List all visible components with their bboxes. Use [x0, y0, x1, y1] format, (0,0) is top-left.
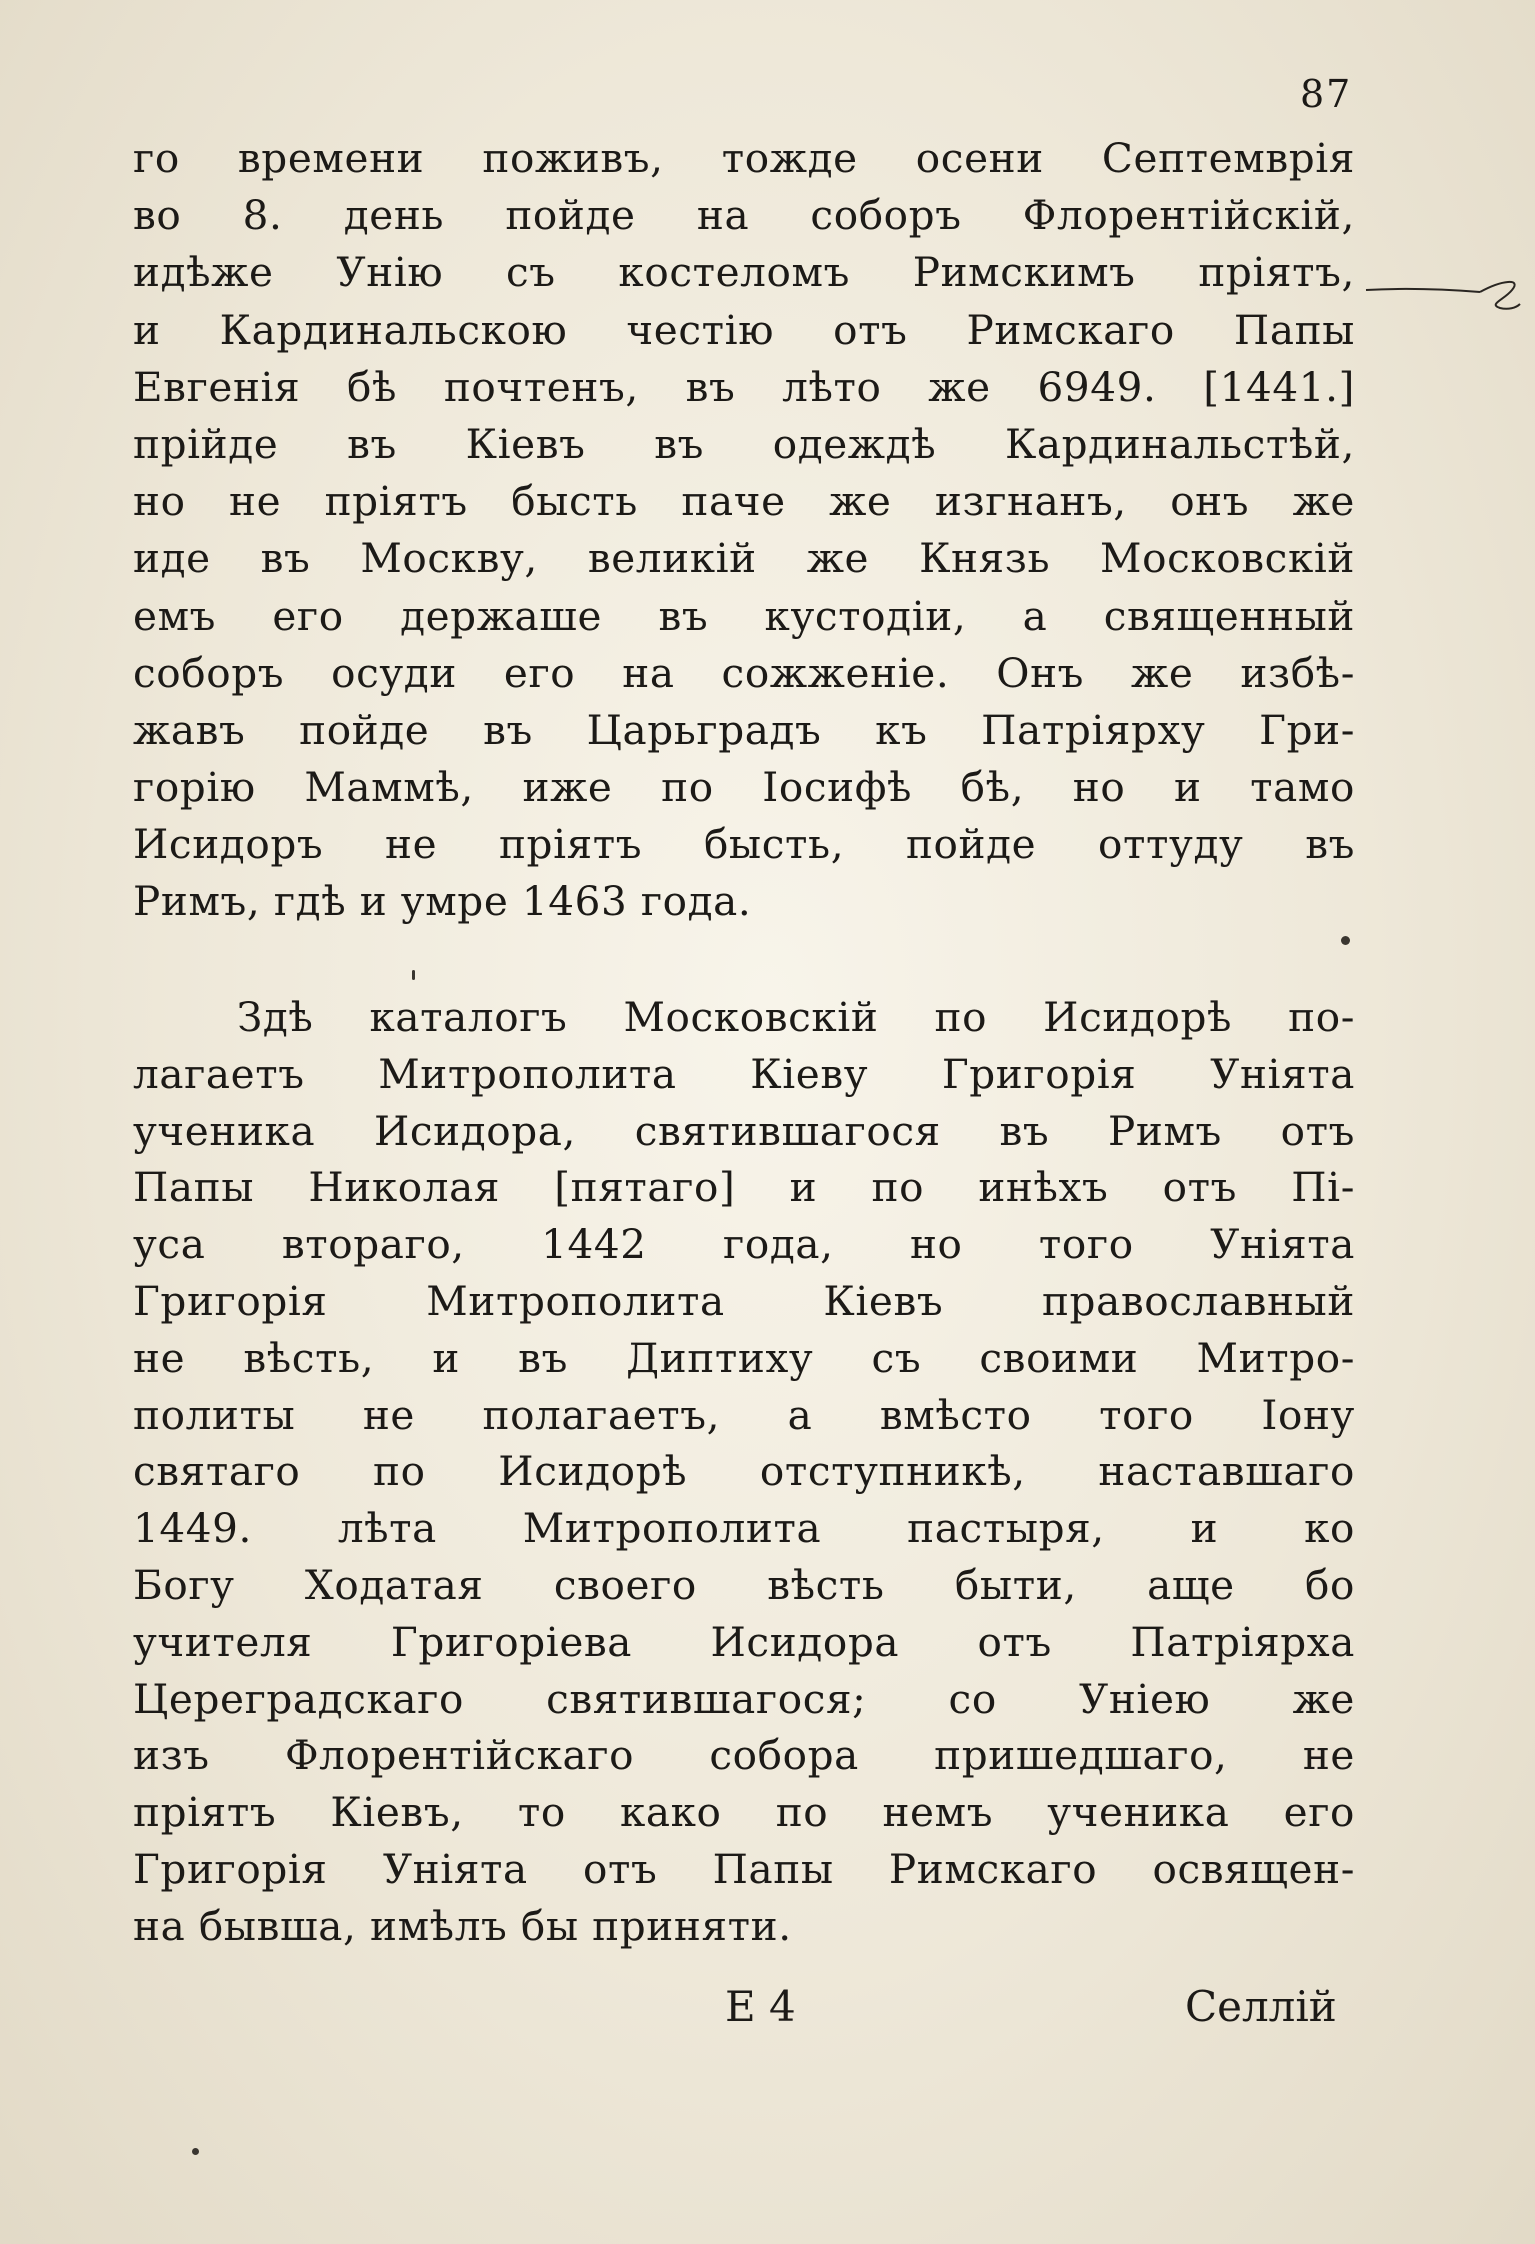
text-line: горiю Маммѣ, иже по Iосифѣ бѣ, но и тамо	[133, 763, 1355, 812]
text-line: лагаетъ Митрополита Кiеву Григорiя Унiята	[133, 1049, 1355, 1098]
text-line: жавъ пойде въ Царьградъ къ Патрiярху Гри-	[133, 705, 1355, 754]
text-line: на бывша, имѣлъ бы приняти.	[133, 1901, 792, 1950]
text-line: Богу Ходатая своего вѣсть быти, аще бо	[133, 1560, 1355, 1609]
text-line: Исидоръ не прiятъ бысть, пойде оттуду въ	[133, 820, 1355, 869]
paragraph-1	[133, 130, 1355, 931]
text-line: не вѣсть, и въ Диптиху съ своими Митро-	[133, 1333, 1355, 1382]
text-line: прiятъ Кiевъ, то како по немъ ученика его	[133, 1788, 1355, 1837]
ink-speck	[412, 970, 415, 980]
text-line: учителя Григорiева Исидора отъ Патрiярха	[133, 1617, 1355, 1666]
text-line: соборъ осуди его на сожженiе. Онъ же избѣ-	[133, 648, 1355, 697]
ink-speck	[192, 2148, 199, 2155]
text-line: Григорiя Митрополита Кiевъ православный	[133, 1276, 1355, 1325]
page-number: 87	[1300, 72, 1353, 116]
margin-ink-mark	[1362, 268, 1522, 318]
text-line: Цереградскаго святившагося; со Унiею же	[133, 1674, 1355, 1723]
text-line: Папы Николая [пятаго] и по инѣхъ отъ Пi-	[133, 1163, 1355, 1212]
text-line: уса втораго, 1442 года, но того Унiята	[133, 1220, 1355, 1269]
text-line: во 8. день пойде на соборъ Флорентiйскiй,	[133, 191, 1355, 240]
ink-speck	[1341, 936, 1350, 945]
text-line: Здѣ каталогъ Московскiй по Исидорѣ по-	[237, 993, 1355, 1041]
text-line: политы не полагаетъ, а вмѣсто того Iону	[133, 1390, 1355, 1439]
text-line: ученика Исидора, святившагося въ Римъ отъ	[133, 1106, 1355, 1155]
text-line: емъ его держаше въ кустодiи, а священный	[133, 591, 1355, 640]
text-line: го времени поживъ, тожде осени Септемврiя	[133, 134, 1355, 182]
text-line: но не прiятъ бысть паче же изгнанъ, онъ же	[133, 477, 1355, 526]
catchword: Селлiй	[1185, 1982, 1337, 2031]
text-line: Римъ, гдѣ и умре 1463 года.	[133, 877, 752, 926]
paragraph-2	[133, 989, 1355, 1955]
text-line: 1449. лѣта Митрополита пастыря, и ко	[133, 1504, 1355, 1553]
text-line: святаго по Исидорѣ отступникѣ, наставшаго	[133, 1447, 1355, 1496]
text-line: иде въ Москву, великiй же Князь Московскiй	[133, 534, 1355, 583]
text-line: изъ Флорентiйскаго собора пришедшаго, не	[133, 1731, 1355, 1780]
text-line: прiйде въ Кiевъ въ одеждѣ Кардинальстѣй,	[133, 419, 1355, 468]
text-line: Евгенiя бѣ почтенъ, въ лѣто же 6949. [1441.]	[133, 362, 1355, 411]
text-line: Григорiя Унiята отъ Папы Римскаго освящен-	[133, 1844, 1355, 1893]
text-line: и Кардинальскою честiю отъ Римскаго Папы	[133, 305, 1355, 354]
text-line: идѣже Унiю съ костеломъ Римскимъ прiятъ,	[133, 248, 1355, 297]
signature-mark: Е 4	[725, 1982, 796, 2031]
